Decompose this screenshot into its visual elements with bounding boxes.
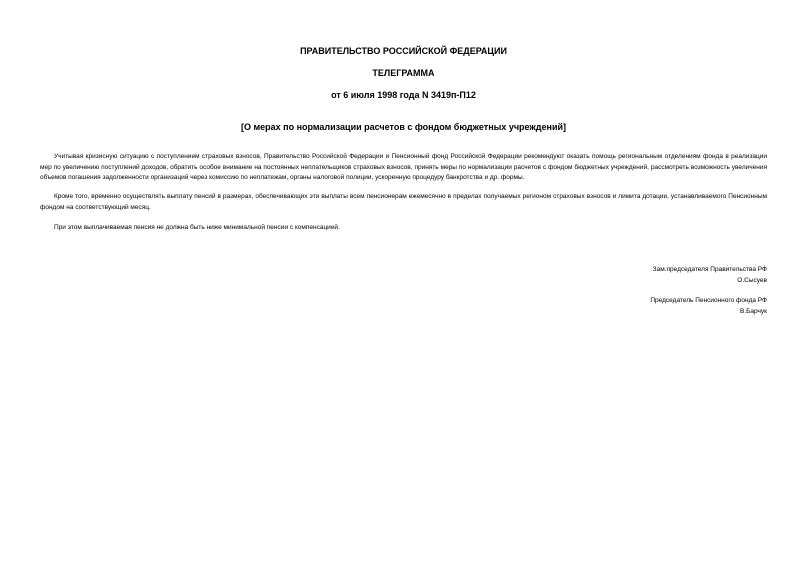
signatory-position: Председатель Пенсионного фонда РФ <box>650 297 767 304</box>
body-paragraph: При этом выплачиваемая пенсия не должна быть ниже минимальной пенсии с компенсацией. <box>54 224 340 231</box>
document-title: [О мерах по нормализации расчетов с фондом бюджетных учреждений] <box>240 122 567 132</box>
signatory-name: О.Сысуев <box>737 277 767 284</box>
signatory-name: В.Барчук <box>740 308 767 315</box>
document-date-number: от 6 июля 1998 года N 3419п-П12 <box>331 90 476 100</box>
body-paragraph: Кроме того, временно осуществлять выплату пенсий в размерах, обеспечивающих эти выплаты всем пенсионерам ежемесячно в пределах получаемых регионом страховых взносов и лимита дотации, устанавливаемого Пенсионным фондом на соответствующий месяц. <box>40 193 767 211</box>
signatory-position: Зам.председателя Правительства РФ <box>652 266 767 273</box>
body-paragraph: Учитывая кризисную ситуацию с поступлением страховых взносов, Правительство Российской Федерации и Пенсионный фонд Российской Федерации рекомендуют оказать помощь региональным отделениям фонда в реализации мер по увеличению поступлений доходов, обратить особое внимание на постоянных неплательщиков страховых взносов, принять меры по нормализации расчетов с фондом бюджетных учреждений, рассмотреть возможность увеличения объемов погашения задолженности организаций через комиссию по неплатежам, органы налоговой полиции, ускоренную процедуру банкротства и др. формы. <box>40 153 767 181</box>
issuing-organization: ПРАВИТЕЛЬСТВО РОССИЙСКОЙ ФЕДЕРАЦИИ <box>300 46 507 56</box>
document-type: ТЕЛЕГРАММА <box>372 68 435 78</box>
